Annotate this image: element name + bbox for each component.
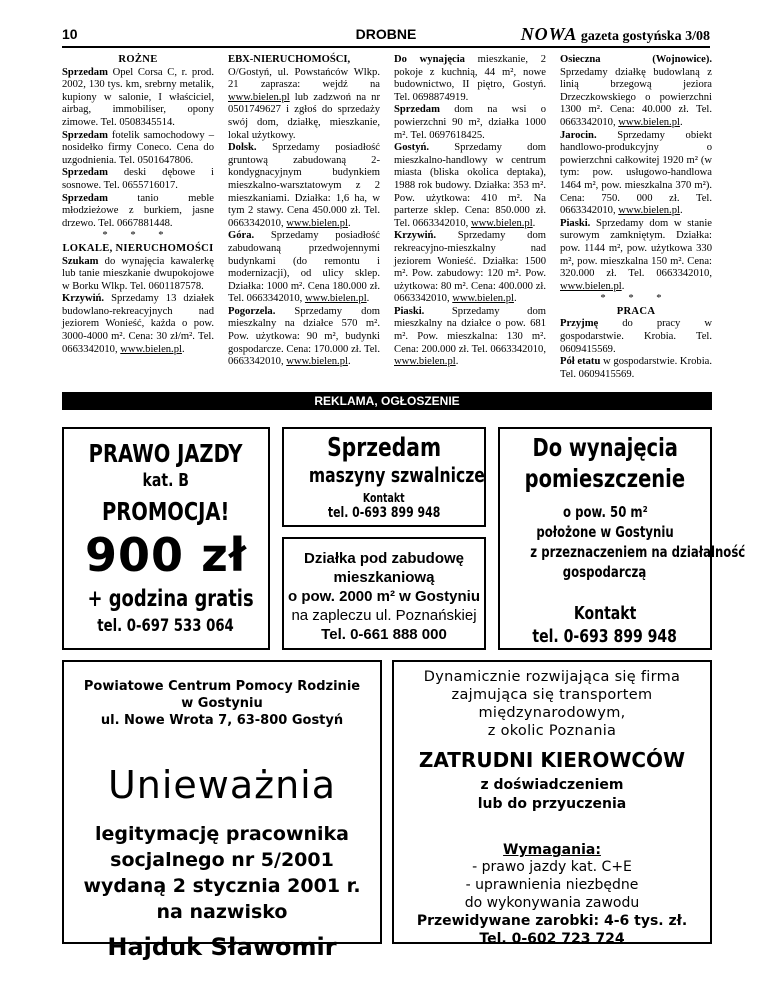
classified-item: Pogorzela. Sprzedamy dom mieszkalny na działce 570 m². Pow. użytkowa: 90 m², budynki gospodarcze. Cena: 170.000 zł. Tel. 0663342010, www.bielen.pl. xyxy=(228,305,380,368)
ad-line: Do wynajęcia xyxy=(532,433,678,462)
website-link[interactable]: www.bielen.pl xyxy=(452,293,514,305)
ad-line: z doświadczeniem xyxy=(480,777,624,793)
ad-line: Przewidywane zarobki: 4-6 tys. zł. xyxy=(416,913,688,929)
ad-price: 900 zł xyxy=(85,528,247,582)
ad-line: socjalnego nr 5/2001 xyxy=(110,849,334,871)
ad-sewing-machines xyxy=(282,427,486,527)
ad-line: wydaną 2 stycznia 2001 r. xyxy=(83,875,361,897)
ad-line: z okolic Poznania xyxy=(487,723,617,739)
classified-item: Piaski. Sprzedamy dom mieszkalny na działce o pow. 681 m². Pow. mieszkalna: 130 m². Cena: 200.000 zł. Tel. 0663342010, www.bielen.pl. xyxy=(394,305,546,368)
website-link[interactable]: www.bielen.pl xyxy=(120,343,182,355)
classified-item: Pół etatu w gospodarstwie. Krobia. Tel. 0609415569. xyxy=(560,356,712,380)
ad-line: kat. B xyxy=(142,470,190,491)
ad-line: o pow. 2000 m² w Gostyniu xyxy=(288,588,480,605)
ad-phone: Tel. 0-661 888 000 xyxy=(321,626,447,643)
page-header xyxy=(62,22,710,48)
classified-item: Przyjmę do pracy w gospodarstwie. Krobia. Tel. 0609415569. xyxy=(560,318,712,355)
ad-line: Kontakt xyxy=(573,603,637,624)
ad-driving-school xyxy=(62,427,270,650)
classified-item: Krzywiń. Sprzedamy dom rekreacyjno-mieszkalny nad jeziorem Wonieść. Działka: 1500 m². Pow. zabudowy: 120 m². Pow. użytkowa: 80 m². Cena: 400.000 zł. 0663342010, www.bielen.pl. xyxy=(394,230,546,305)
ad-line: Dynamicznie rozwijająca się firma xyxy=(423,669,681,685)
classified-item: Dolsk. Sprzedamy posiadłość gruntową zabudowaną 2-kondygnacyjnym budynkiem mieszkalno-warsztatowym z 2 mieszkaniami. Działka: 1,6 ha, w tym 2 stawy. Cena 450.000 zł. Tel. 0663342010, www.bielen.pl. xyxy=(228,142,380,229)
website-link[interactable]: www.bielen.pl xyxy=(394,356,456,368)
website-link[interactable]: www.bielen.pl xyxy=(304,293,367,305)
classified-item: Szukam do wynajęcia kawalerkę lub tanie mieszkanie dwupokojowe w Borku Wlkp. Tel. 0601187578. xyxy=(62,255,214,292)
ad-line: ul. Nowe Wrota 7, 63-800 Gostyń xyxy=(100,713,344,728)
heading-lokale: LOKALE, NIERUCHOMOŚCI xyxy=(62,242,214,254)
column-2 xyxy=(228,54,380,369)
ad-line: + godzina gratis xyxy=(87,586,254,612)
classified-item: Gostyń. Sprzedamy dom mieszkalno-handlowy w centrum miasta (bliska okolica deptaka), 1988 rok budowy. Działka: 353 m². Pow. użytkowa: 410 m². Na parterze sklep. Cena: 850.000 zł. Tel. 0663342010, www.bielen.pl. xyxy=(394,142,546,229)
ad-premises-for-rent xyxy=(498,427,746,650)
section-title: DROBNE xyxy=(355,26,417,42)
ad-headline: ZATRUDNI KIEROWCÓW xyxy=(418,748,686,772)
ad-line: maszyny szwalnicze xyxy=(308,463,485,487)
ad-name: Hajduk Sławomir xyxy=(107,933,337,961)
ad-line: zajmująca się transportem xyxy=(451,687,653,703)
ad-phone: tel. 0-693 899 948 xyxy=(532,626,678,647)
heading-praca: PRACA xyxy=(616,305,656,317)
ads-section-banner: REKLAMA, OGŁOSZENIE xyxy=(62,392,712,410)
masthead-title: gazeta gostyńska 3/08 xyxy=(580,29,710,44)
website-link[interactable]: www.bielen.pl xyxy=(286,356,348,368)
classified-item: Sprzedam Opel Corsa C, r. prod. 2002, 130 tys. km, srebrny metalik, kupiony w salonie, I właściciel, airbag, immobiliser, opony zimowe. Tel. 0508345514. xyxy=(62,66,214,128)
classified-item: Sprzedam tanio meble młodzieżowe z burkiem, jasne drzewo. Tel. 0667881448. xyxy=(62,192,214,229)
ad-line: pomieszczenie xyxy=(524,464,686,493)
ad-line: w Gostyniu xyxy=(181,696,263,711)
ad-line: międzynarodowym, xyxy=(478,705,626,721)
ad-line: na nazwisko xyxy=(156,901,288,923)
ad-phone: tel. 0-693 899 948 xyxy=(327,505,441,521)
ad-line: mieszkaniową xyxy=(333,569,435,586)
ad-phone: tel. 0-697 533 064 xyxy=(97,616,235,636)
masthead-logo: NOWA xyxy=(520,24,578,44)
classifieds-columns xyxy=(62,54,712,389)
ad-line: Kontakt xyxy=(363,491,405,505)
classified-item: Osieczna (Wojnowice). Sprzedamy działkę budowlaną z linią brzegową jeziora Drzeczkowskiego o powierzchni 1300 m². Cena: 40.000 zł. Tel. 0663342010, www.bielen.pl. xyxy=(560,54,712,128)
ad-line: na zapleczu ul. Poznańskiej xyxy=(291,607,477,624)
ad-headline: Unieważnia xyxy=(107,763,337,807)
separator-stars: * * * xyxy=(102,230,174,242)
ad-phone: Tel. 0-602 723 724 xyxy=(479,931,625,947)
ad-line: legitymację pracownika xyxy=(94,823,350,845)
website-link[interactable]: www.bielen.pl xyxy=(618,116,680,128)
ad-requirements-heading: Wymagania: xyxy=(503,842,601,858)
ad-line: lub do przyuczenia xyxy=(477,796,627,812)
ad-line: - uprawnienia niezbędne xyxy=(465,877,639,893)
header-rule xyxy=(62,46,710,48)
classified-item: EBX-NIERUCHOMOŚCI, O/Gostyń, ul. Powstańców Wlkp. 21 zaprasza: wejdź na www.bielen.pl lub zadzwoń na nr 0501749627 i zgłoś do sprzedaży swój dom, działkę, mieszkanie, lokal użytkowy. xyxy=(228,54,380,141)
column-4 xyxy=(560,54,712,381)
ad-line: gospodarczą xyxy=(563,563,647,581)
ad-line: Sprzedam xyxy=(326,433,442,463)
website-link[interactable]: www.bielen.pl xyxy=(618,205,680,217)
ad-notice-invalidation xyxy=(62,660,382,961)
ad-building-plot xyxy=(282,537,486,650)
classified-item: Piaski. Sprzedamy dom w stanie surowym zamkniętym. Działka: pow. 1144 m², pow. użytkowa 330 m², pow. mieszkalna 150 m². Cena: 320.000 zł. Tel. 0663342010, www.bielen.pl. xyxy=(560,217,712,292)
masthead xyxy=(521,24,710,45)
classified-item: Do wynajęcia mieszkanie, 2 pokoje z kuchnią, 44 m², nowe budownictwo, II piętro, Gostyń. Tel. 0698874919. xyxy=(394,54,546,103)
classified-item: Krzywiń. Sprzedamy 13 działek budowlano-rekreacyjnych nad jeziorem Wonieść, każda o pow. 3000-4000 m². Cena: 30 zł/m². Tel. 0663342010, www.bielen.pl. xyxy=(62,293,214,355)
ad-line: Działka pod zabudowę xyxy=(303,550,465,567)
heading-rozne: ROŻNE xyxy=(118,54,158,65)
classified-item: Sprzedam deski dębowe i sosnowe. Tel. 0655716017. xyxy=(62,167,214,191)
classified-item: Jarocin. Sprzedamy obiekt handlowo-produkcyjny o powierzchni całkowitej 1920 m² (w tym: pow. usługowo-handlowa 1464 m², pow. mieszkalna 370 m²). Cena: 750. 000 zł. Tel. 0663342010, www.bielen.pl. xyxy=(560,129,712,217)
separator-stars: * * * xyxy=(600,293,672,305)
column-3 xyxy=(394,54,546,369)
ad-line: PROMOCJA! xyxy=(102,497,230,526)
website-link[interactable]: www.bielen.pl xyxy=(228,91,290,103)
ad-line: do wykonywania zawodu xyxy=(464,895,640,911)
ad-drivers-hiring xyxy=(392,660,712,947)
classified-item: Sprzedam fotelik samochodowy – nosidełko firmy Coneco. Cena do uzgodnienia. Tel. 0501647806. xyxy=(62,129,214,166)
website-link[interactable]: www.bielen.pl xyxy=(470,217,533,229)
website-link[interactable]: www.bielen.pl xyxy=(286,217,348,229)
ad-line: Powiatowe Centrum Pomocy Rodzinie xyxy=(83,679,361,694)
classified-item: Góra. Sprzedamy posiadłość zabudowaną przedwojennymi budynkami (do remontu i modernizacji), od ulicy sklep. Działka: 1000 m². Cena 180.000 zł. Tel. 0663342010, www.bielen.pl. xyxy=(228,230,380,305)
column-1 xyxy=(62,54,214,356)
classified-item: Sprzedam dom na wsi o powierzchni 90 m², działka 1000 m². Tel. 0697618425. xyxy=(394,104,546,141)
ad-line: - prawo jazdy kat. C+E xyxy=(472,859,632,875)
ad-line: położone w Gostyniu xyxy=(536,523,674,541)
website-link[interactable]: www.bielen.pl xyxy=(560,280,622,292)
page-number: 10 xyxy=(62,26,78,42)
ad-line: o pow. 50 m² xyxy=(562,503,648,521)
ad-line: PRAWO JAZDY xyxy=(89,439,243,468)
ad-line: z przeznaczeniem na działalność xyxy=(530,543,746,561)
